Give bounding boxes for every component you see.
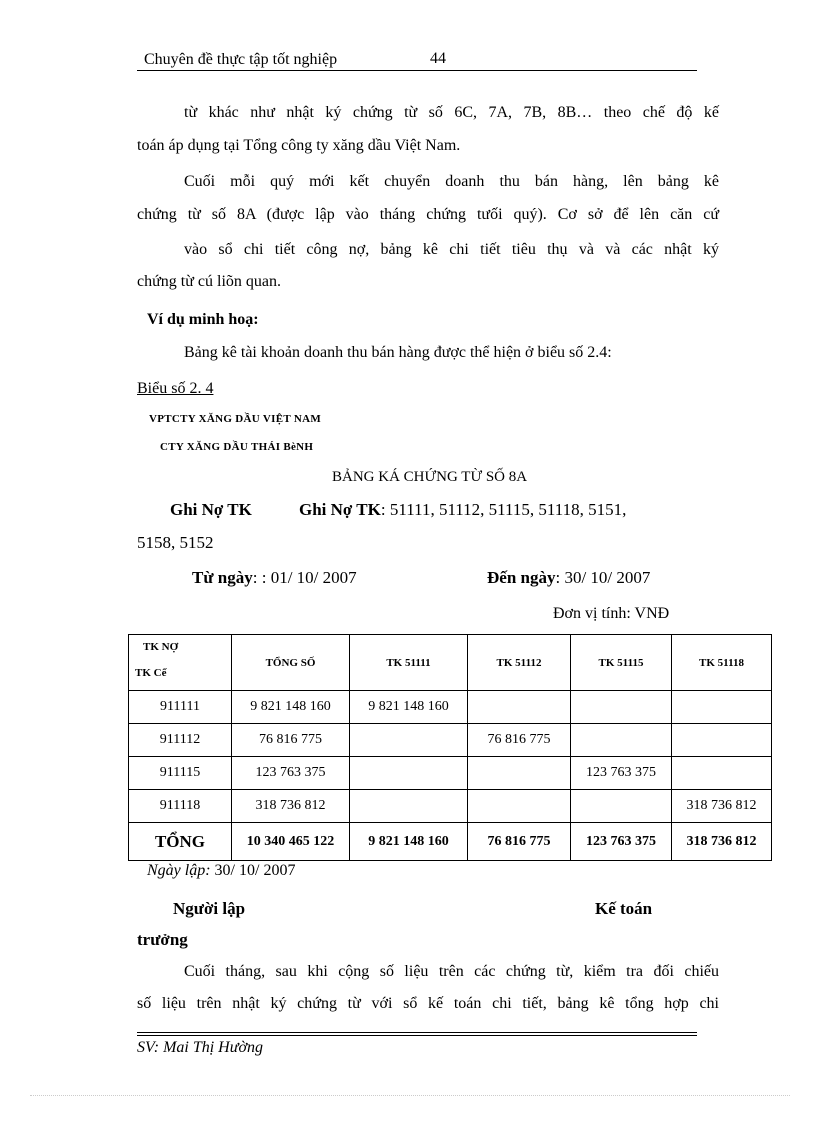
table-header-row — [129, 635, 772, 691]
value-cell — [468, 691, 571, 724]
account-cell: 911118 — [129, 790, 232, 823]
debit-label: Ghi Nợ TK — [170, 500, 252, 519]
paragraph-line: từ khác như nhật ký chứng từ số 6C, 7A, 7B, 8B… theo chế độ kế — [184, 104, 719, 121]
grand-total-cell: 10 340 465 122 — [232, 823, 350, 861]
corner-top: TK NỢ — [143, 641, 179, 653]
table-row — [129, 790, 772, 823]
example-intro: Bảng kê tài khoản doanh thu bán hàng được thể hiện ở biểu số 2.4: — [184, 344, 612, 361]
table-total-row — [129, 823, 772, 861]
column-header: TK 51112 — [468, 635, 571, 691]
total-value-cell: 76 816 775 — [468, 823, 571, 861]
total-value-cell: 123 763 375 — [571, 823, 672, 861]
to-label: Đến ngày — [487, 568, 556, 587]
table-row — [129, 691, 772, 724]
value-cell — [350, 757, 468, 790]
value-cell — [672, 724, 772, 757]
total-cell: 318 736 812 — [232, 790, 350, 823]
footer-student: SV: Mai Thị Hường — [137, 1039, 263, 1056]
table-row — [129, 724, 772, 757]
org-line-2: CTY XĂNG DẦU THÁI BèNH — [160, 441, 314, 453]
org-line-1: VPTCTY XĂNG DẦU VIỆT NAM — [149, 413, 322, 425]
total-cell: 76 816 775 — [232, 724, 350, 757]
paragraph-line: chứng từ số 8A (được lập vào tháng chứng tưối quý). Cơ sở để lên căn cứ — [137, 206, 719, 223]
value-cell — [350, 790, 468, 823]
account-cell: 911112 — [129, 724, 232, 757]
value-cell — [468, 757, 571, 790]
credit-label: Ghi Nợ TK — [299, 500, 381, 519]
date-from — [192, 568, 357, 588]
page-number: 44 — [430, 50, 446, 67]
paragraph-line: số liệu trên nhật ký chứng từ với sổ kế toán chi tiết, bảng kê tổng hợp chi — [137, 995, 719, 1012]
credit-line — [299, 500, 626, 520]
value-cell: 76 816 775 — [468, 724, 571, 757]
date-to — [487, 568, 650, 588]
value-cell — [350, 724, 468, 757]
date-prepared-label: Ngày lập: — [147, 862, 211, 879]
paragraph-line: Cuối mỗi quý mới kết chuyển doanh thu bán hàng, lên bảng kê — [184, 173, 719, 190]
column-header: TK 51115 — [571, 635, 672, 691]
preparer-label: Người lập — [173, 899, 246, 918]
total-cell: 9 821 148 160 — [232, 691, 350, 724]
account-cell: 911115 — [129, 757, 232, 790]
from-label: Từ ngày — [192, 568, 253, 587]
total-cell: 123 763 375 — [232, 757, 350, 790]
from-value: : : 01/ 10/ 2007 — [252, 568, 357, 587]
column-header: TK 51118 — [672, 635, 772, 691]
value-cell: 9 821 148 160 — [350, 691, 468, 724]
table-row — [129, 757, 772, 790]
header-rule — [137, 70, 697, 71]
total-value-cell: 318 736 812 — [672, 823, 772, 861]
paragraph-line: chứng từ cú liõn quan. — [137, 273, 281, 290]
date-prepared — [147, 862, 295, 880]
footer-rule — [137, 1035, 697, 1036]
column-header: TK 51111 — [350, 635, 468, 691]
paragraph-line: Cuối tháng, sau khi cộng số liệu trên các chứng từ, kiểm tra đối chiếu — [184, 963, 719, 980]
date-prepared-value: 30/ 10/ 2007 — [210, 862, 296, 879]
column-header: TỔNG SỐ — [232, 635, 350, 691]
example-heading: Ví dụ minh hoạ: — [147, 311, 259, 328]
page-bottom-guide — [30, 1095, 790, 1096]
value-cell — [571, 790, 672, 823]
total-label: TỔNG — [129, 823, 232, 861]
value-cell — [571, 691, 672, 724]
footer-rule — [137, 1032, 697, 1033]
to-value: : 30/ 10/ 2007 — [555, 568, 651, 587]
unit-label: Đơn vị tính: VNĐ — [553, 605, 670, 622]
header-title: Chuyên đề thực tập tốt nghiệp — [144, 51, 338, 68]
value-cell — [571, 724, 672, 757]
value-cell — [468, 790, 571, 823]
value-cell — [672, 691, 772, 724]
account-cell: 911111 — [129, 691, 232, 724]
value-cell: 123 763 375 — [571, 757, 672, 790]
form-label: Biểu số 2. 4 — [137, 380, 214, 397]
paragraph-line: vào sổ chi tiết công nợ, bảng kê chi tiết tiêu thụ và và các nhật ký — [184, 241, 719, 258]
chief-accountant-label: Kế toán — [595, 899, 653, 918]
chief-accountant-label-cont: trưởng — [137, 930, 188, 949]
value-cell — [672, 757, 772, 790]
ledger-table — [128, 634, 772, 861]
corner-cell — [129, 635, 232, 691]
value-cell: 318 736 812 — [672, 790, 772, 823]
credit-accounts: : 51111, 51112, 51115, 51118, 5151, — [380, 500, 627, 519]
credit-accounts-cont: 5158, 5152 — [137, 533, 214, 552]
paragraph-line: toán áp dụng tại Tổng công ty xăng dầu Việt Nam. — [137, 137, 461, 154]
form-title: BẢNG KÁ CHỨNG TỪ SỐ 8A — [332, 469, 528, 485]
corner-bottom: TK Cể — [135, 667, 167, 679]
total-value-cell: 9 821 148 160 — [350, 823, 468, 861]
